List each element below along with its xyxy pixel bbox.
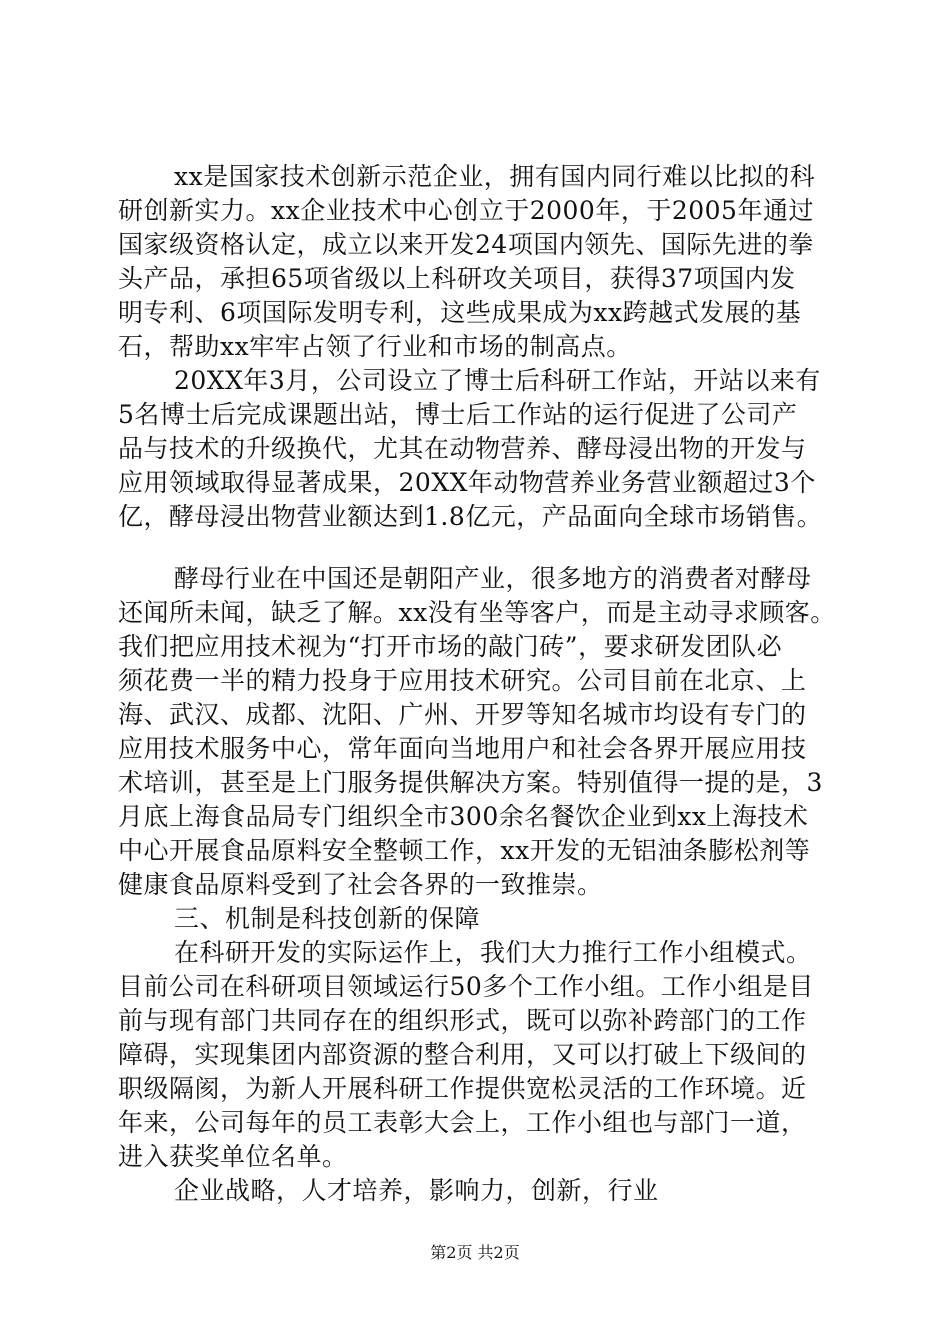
keywords-line: 企业战略，人才培养，影响力，创新，行业	[174, 1176, 659, 1205]
paragraph-line: 亿，酵母浸出物营业额达到1.8亿元，产品面向全球市场销售。	[118, 502, 823, 531]
paragraph-line: 石，帮助xx牢牢占领了行业和市场的制高点。	[118, 332, 632, 361]
paragraph-spacer	[118, 534, 834, 562]
paragraph-line: 应用技术服务中心，常年面向当地用户和社会各界开展应用技	[118, 734, 807, 763]
paragraph-line: 应用领域取得显著成果，20XX年动物营养业务营业额超过3个	[118, 468, 816, 497]
paragraph-line: 中心开展食品原料安全整顿工作，xx开发的无铝油条膨松剂等	[118, 836, 811, 865]
paragraph-line: 5名博士后完成课题出站，博士后工作站的运行促进了公司产	[118, 400, 798, 429]
paragraph-line: 月底上海食品局专门组织全市300余名餐饮企业到xx上海技术	[118, 802, 809, 831]
document-body	[118, 160, 834, 1208]
paragraph-line: 头产品，承担65项省级以上科研攻关项目，获得37项国内发	[118, 264, 796, 293]
paragraph-line: 前与现有部门共同存在的组织形式，既可以弥补跨部门的工作	[118, 1006, 807, 1035]
paragraph-line: 我们把应用技术视为“打开市场的敲门砖”，要求研发团队必	[118, 632, 783, 661]
page-number-footer: 第2页 共2页	[430, 1243, 520, 1262]
paragraph-line: 研创新实力。xx企业技术中心创立于2000年，于2005年通过	[118, 196, 814, 225]
paragraph-line: 国家级资格认定，成立以来开发24项国内领先、国际先进的拳	[118, 230, 814, 259]
paragraph-line: 明专利、6项国际发明专利，这些成果成为xx跨越式发展的基	[118, 298, 802, 327]
paragraph-line: 职级隔阂，为新人开展科研工作提供宽松灵活的工作环境。近	[118, 1074, 807, 1103]
paragraph-line: 目前公司在科研项目领域运行50多个工作小组。工作小组是目	[118, 972, 814, 1001]
paragraph-line: 进入获奖单位名单。	[118, 1142, 348, 1171]
paragraph-line: 海、武汉、成都、沈阳、广州、开罗等知名城市均设有专门的	[118, 700, 807, 729]
paragraph-line: 还闻所未闻，缺乏了解。xx没有坐等客户，而是主动寻求顾客。	[118, 598, 836, 627]
paragraph-line: 酵母行业在中国还是朝阳产业，很多地方的消费者对酵母	[174, 564, 812, 593]
paragraph-line: 年来，公司每年的员工表彰大会上，工作小组也与部门一道，	[118, 1108, 807, 1137]
paragraph-line: 在科研开发的实际运作上，我们大力推行工作小组模式。	[174, 938, 812, 967]
paragraph-line: xx是国家技术创新示范企业，拥有国内同行难以比拟的科	[174, 162, 816, 191]
paragraph-line: 术培训，甚至是上门服务提供解决方案。特别值得一提的是，3	[118, 768, 823, 797]
paragraph-line: 20XX年3月，公司设立了博士后科研工作站，开站以来有	[174, 366, 821, 395]
paragraph-line: 障碍，实现集团内部资源的整合利用，又可以打破上下级间的	[118, 1040, 807, 1069]
paragraph-line: 健康食品原料受到了社会各界的一致推崇。	[118, 870, 603, 899]
section-heading: 三、机制是科技创新的保障	[174, 904, 481, 933]
paragraph-line: 须花费一半的精力投身于应用技术研究。公司目前在北京、上	[118, 666, 807, 695]
paragraph-line: 品与技术的升级换代，尤其在动物营养、酵母浸出物的开发与	[118, 434, 807, 463]
